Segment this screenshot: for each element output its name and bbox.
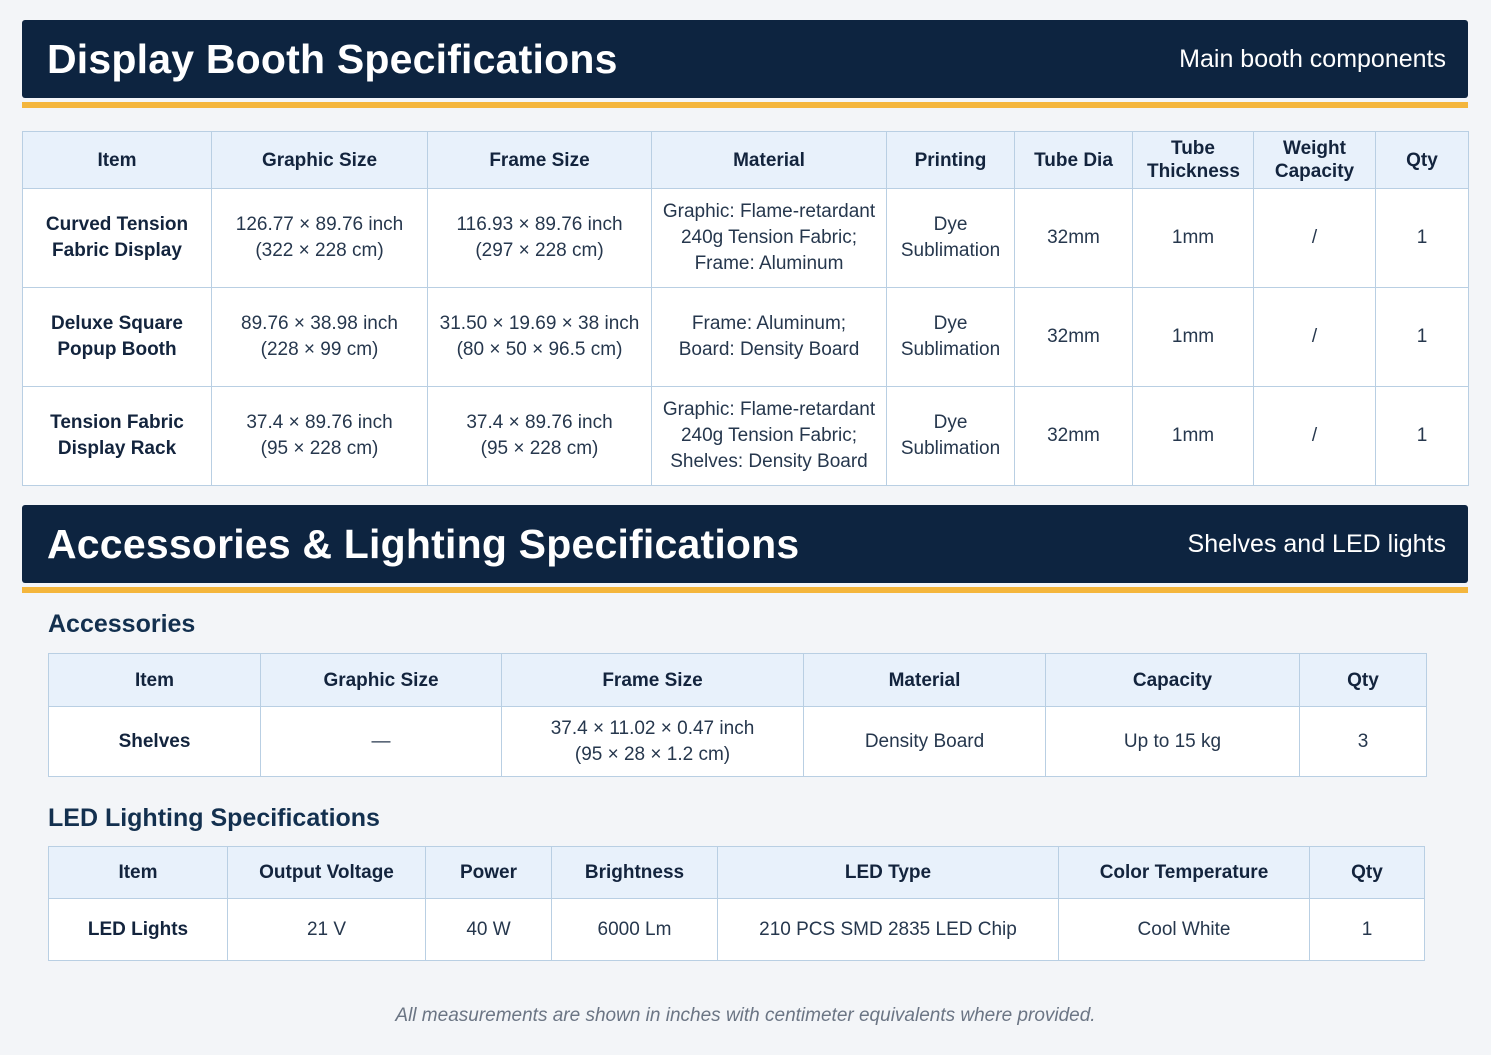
graphic-size-cell: 37.4 × 89.76 inch (95 × 228 cm) <box>212 387 428 486</box>
column-header: Material <box>804 654 1046 707</box>
column-header: LED Type <box>718 847 1059 899</box>
weight-capacity-cell: / <box>1254 387 1376 486</box>
graphic-size-cell: — <box>261 707 502 777</box>
accessories-table-header-row <box>49 654 1427 707</box>
column-header: Brightness <box>552 847 718 899</box>
printing-cell: Dye Sublimation <box>887 189 1015 288</box>
tube-dia-cell: 32mm <box>1015 387 1133 486</box>
table-row <box>49 899 1425 961</box>
material-cell: Graphic: Flame-retardant 240g Tension Fabric; Shelves: Density Board <box>652 387 887 486</box>
led-lighting-table <box>48 846 1425 961</box>
column-header: Printing <box>887 132 1015 189</box>
item-name-cell: Deluxe Square Popup Booth <box>23 288 212 387</box>
accessories-lighting-subtitle: Shelves and LED lights <box>1187 529 1446 558</box>
accessories-lighting-title: Accessories & Lighting Specifications <box>47 520 800 567</box>
qty-cell: 1 <box>1376 189 1469 288</box>
column-header: Power <box>426 847 552 899</box>
column-header: Qty <box>1376 132 1469 189</box>
led-type-cell: 210 PCS SMD 2835 LED Chip <box>718 899 1059 961</box>
column-header: Frame Size <box>502 654 804 707</box>
accessories-table <box>48 653 1427 777</box>
tube-thickness-cell: 1mm <box>1133 387 1254 486</box>
printing-cell: Dye Sublimation <box>887 288 1015 387</box>
printing-cell: Dye Sublimation <box>887 387 1015 486</box>
column-header: Capacity <box>1046 654 1300 707</box>
column-header: Tube Thickness <box>1133 132 1254 189</box>
material-cell: Graphic: Flame-retardant 240g Tension Fabric; Frame: Aluminum <box>652 189 887 288</box>
column-header: Item <box>49 654 261 707</box>
output-voltage-cell: 21 V <box>228 899 426 961</box>
column-header: Item <box>23 132 212 189</box>
table-row <box>23 288 1469 387</box>
accessories-lighting-banner <box>22 505 1468 583</box>
tube-dia-cell: 32mm <box>1015 288 1133 387</box>
accessories-heading: Accessories <box>48 610 196 638</box>
power-cell: 40 W <box>426 899 552 961</box>
frame-size-cell: 116.93 × 89.76 inch (297 × 228 cm) <box>428 189 652 288</box>
frame-size-cell: 37.4 × 89.76 inch (95 × 228 cm) <box>428 387 652 486</box>
booth-specs-title: Display Booth Specifications <box>47 35 618 82</box>
column-header: Graphic Size <box>212 132 428 189</box>
capacity-cell: Up to 15 kg <box>1046 707 1300 777</box>
color-temperature-cell: Cool White <box>1059 899 1310 961</box>
tube-thickness-cell: 1mm <box>1133 288 1254 387</box>
qty-cell: 3 <box>1300 707 1427 777</box>
led-table-header-row <box>49 847 1425 899</box>
tube-thickness-cell: 1mm <box>1133 189 1254 288</box>
item-name-cell: LED Lights <box>49 899 228 961</box>
weight-capacity-cell: / <box>1254 288 1376 387</box>
column-header: Color Temperature <box>1059 847 1310 899</box>
brightness-cell: 6000 Lm <box>552 899 718 961</box>
column-header: Tube Dia <box>1015 132 1133 189</box>
frame-size-cell: 31.50 × 19.69 × 38 inch (80 × 50 × 96.5 cm) <box>428 288 652 387</box>
column-header: Item <box>49 847 228 899</box>
column-header: Graphic Size <box>261 654 502 707</box>
material-cell: Density Board <box>804 707 1046 777</box>
item-name-cell: Curved Tension Fabric Display <box>23 189 212 288</box>
booth-specs-banner <box>22 20 1468 98</box>
graphic-size-cell: 126.77 × 89.76 inch (322 × 228 cm) <box>212 189 428 288</box>
material-cell: Frame: Aluminum; Board: Density Board <box>652 288 887 387</box>
qty-cell: 1 <box>1376 288 1469 387</box>
led-lighting-heading: LED Lighting Specifications <box>48 804 380 832</box>
graphic-size-cell: 89.76 × 38.98 inch (228 × 99 cm) <box>212 288 428 387</box>
tube-dia-cell: 32mm <box>1015 189 1133 288</box>
table-row <box>23 387 1469 486</box>
item-name-cell: Shelves <box>49 707 261 777</box>
qty-cell: 1 <box>1310 899 1425 961</box>
column-header: Output Voltage <box>228 847 426 899</box>
weight-capacity-cell: / <box>1254 189 1376 288</box>
column-header: Material <box>652 132 887 189</box>
table-row <box>49 707 1427 777</box>
qty-cell: 1 <box>1376 387 1469 486</box>
booth-specs-table <box>22 131 1469 486</box>
column-header: Frame Size <box>428 132 652 189</box>
measurements-footnote: All measurements are shown in inches with centimeter equivalents where provided. <box>395 1005 1096 1026</box>
column-header: Qty <box>1310 847 1425 899</box>
column-header: Qty <box>1300 654 1427 707</box>
frame-size-cell: 37.4 × 11.02 × 0.47 inch (95 × 28 × 1.2 cm) <box>502 707 804 777</box>
booth-specs-subtitle: Main booth components <box>1179 44 1446 73</box>
item-name-cell: Tension Fabric Display Rack <box>23 387 212 486</box>
table-row <box>23 189 1469 288</box>
booth-table-header-row <box>23 132 1469 189</box>
column-header: Weight Capacity <box>1254 132 1376 189</box>
